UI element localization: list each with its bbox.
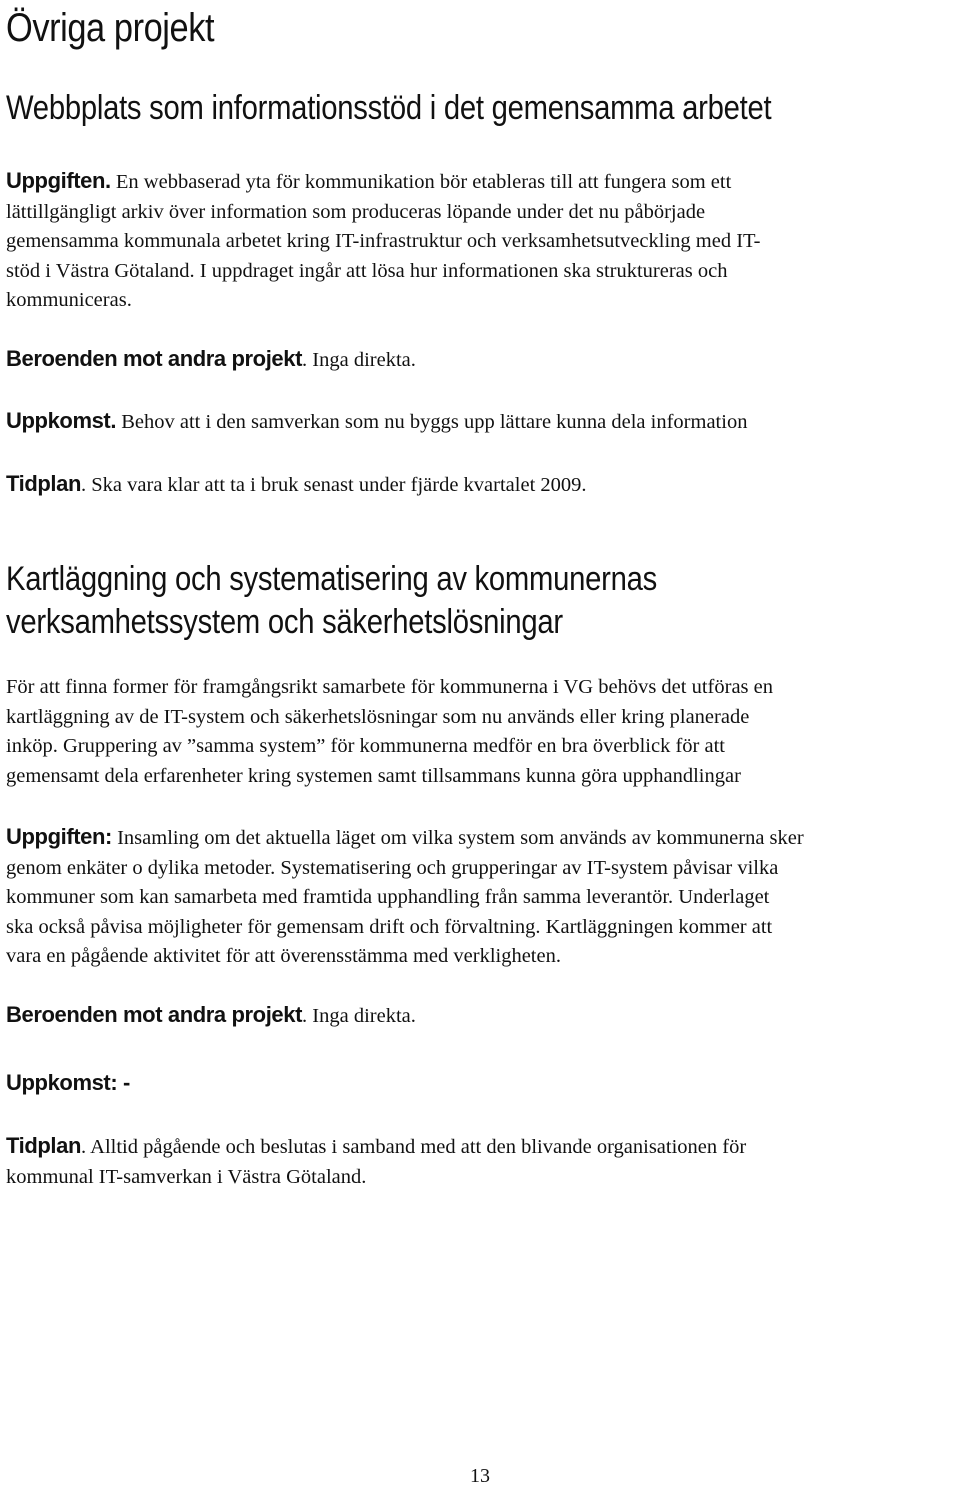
section2-intro-line: inköp. Gruppering av ”samma system” för kommunerna medför en bra överblick för att <box>6 735 725 757</box>
section1-dependencies-text: . Inga direkta. <box>302 349 416 371</box>
section2-task-line: ska också påvisa möjligheter för gemensam drift och förvaltning. Kartläggningen kommer att <box>6 915 773 938</box>
section1-task-line: Uppgiften. En webbaserad yta för kommunikation bör etableras till att fungera som ett <box>6 168 732 193</box>
section2-task-line: genom enkäter o dylika metoder. Systematisering och grupperingar av IT-system påvisar vilka <box>6 856 779 879</box>
page-heading: Övriga projekt <box>6 6 215 50</box>
section2-intro-paragraph <box>6 673 956 791</box>
section1-task-line: kommuniceras. <box>6 289 132 311</box>
section1-origin-text: Behov att i den samverkan som nu byggs upp lättare kunna dela information <box>116 411 748 433</box>
section1-title: Webbplats som informationsstöd i det gemensamma arbetet <box>6 89 772 127</box>
section1-dependencies-label: Beroenden mot andra projekt <box>6 346 303 371</box>
section2-task-line: Uppgiften: Insamling om det aktuella läget om vilka system som används av kommunerna sker <box>6 824 804 849</box>
section2-schedule-text: . Alltid pågående och beslutas i samband med att den blivande organisationen för <box>81 1136 747 1158</box>
section1-origin-label: Uppkomst. <box>6 408 117 433</box>
section2-title: Kartläggning och systematisering av kommunernas verksamhetssystem och säkerhetslösningar <box>6 560 657 641</box>
section2-dependencies-label: Beroenden mot andra projekt <box>6 1002 303 1027</box>
section1-task-line: lättillgängligt arkiv över information som produceras löpande under det nu påbörjade <box>6 200 706 223</box>
section2-intro-line: gemensamt dela erfarenheter kring systemen samt tillsammans kunna göra upphandlingar <box>6 764 741 787</box>
section2-task-line: kommuner som kan samarbeta med framtida upphandling från samma leverantör. Underlaget <box>6 886 770 908</box>
section1-schedule-text: . Ska vara klar att ta i bruk senast under fjärde kvartalet 2009. <box>81 474 587 496</box>
page-number: 13 <box>470 1465 490 1487</box>
section1-task-line: stöd i Västra Götaland. I uppdraget ingår att lösa hur informationen ska struktureras och <box>6 259 728 282</box>
section1-dependencies <box>6 344 956 376</box>
section2-task-label: Uppgiften: <box>6 824 112 849</box>
section1-origin <box>6 406 956 438</box>
section2-intro-line: kartläggning av de IT-system och säkerhetslösningar som nu används eller kring planerade <box>6 705 750 728</box>
section2-dependencies-text: . Inga direkta. <box>302 1005 416 1027</box>
section2-schedule-line2: kommunal IT-samverkan i Västra Götaland. <box>6 1165 367 1188</box>
section2-schedule <box>6 1131 956 1192</box>
section2-task-paragraph <box>6 822 956 972</box>
section2-origin <box>6 1068 956 1100</box>
section1-schedule <box>6 469 956 501</box>
section1-task-label: Uppgiften. <box>6 168 111 193</box>
section2-origin-label: Uppkomst: - <box>6 1070 130 1095</box>
section1-schedule-label: Tidplan <box>6 471 82 496</box>
section1-task-line: gemensamma kommunala arbetet kring IT-infrastruktur och verksamhetsutveckling med IT- <box>6 230 761 252</box>
section2-dependencies <box>6 1000 956 1032</box>
section1-task-paragraph <box>6 166 956 316</box>
section2-schedule-label: Tidplan <box>6 1133 82 1158</box>
section2-task-line: vara en pågående aktivitet för att överensstämma med verkligheten. <box>6 945 561 967</box>
section2-intro-line: För att finna former för framgångsrikt samarbete för kommunerna i VG behövs det utföras en <box>6 676 773 698</box>
